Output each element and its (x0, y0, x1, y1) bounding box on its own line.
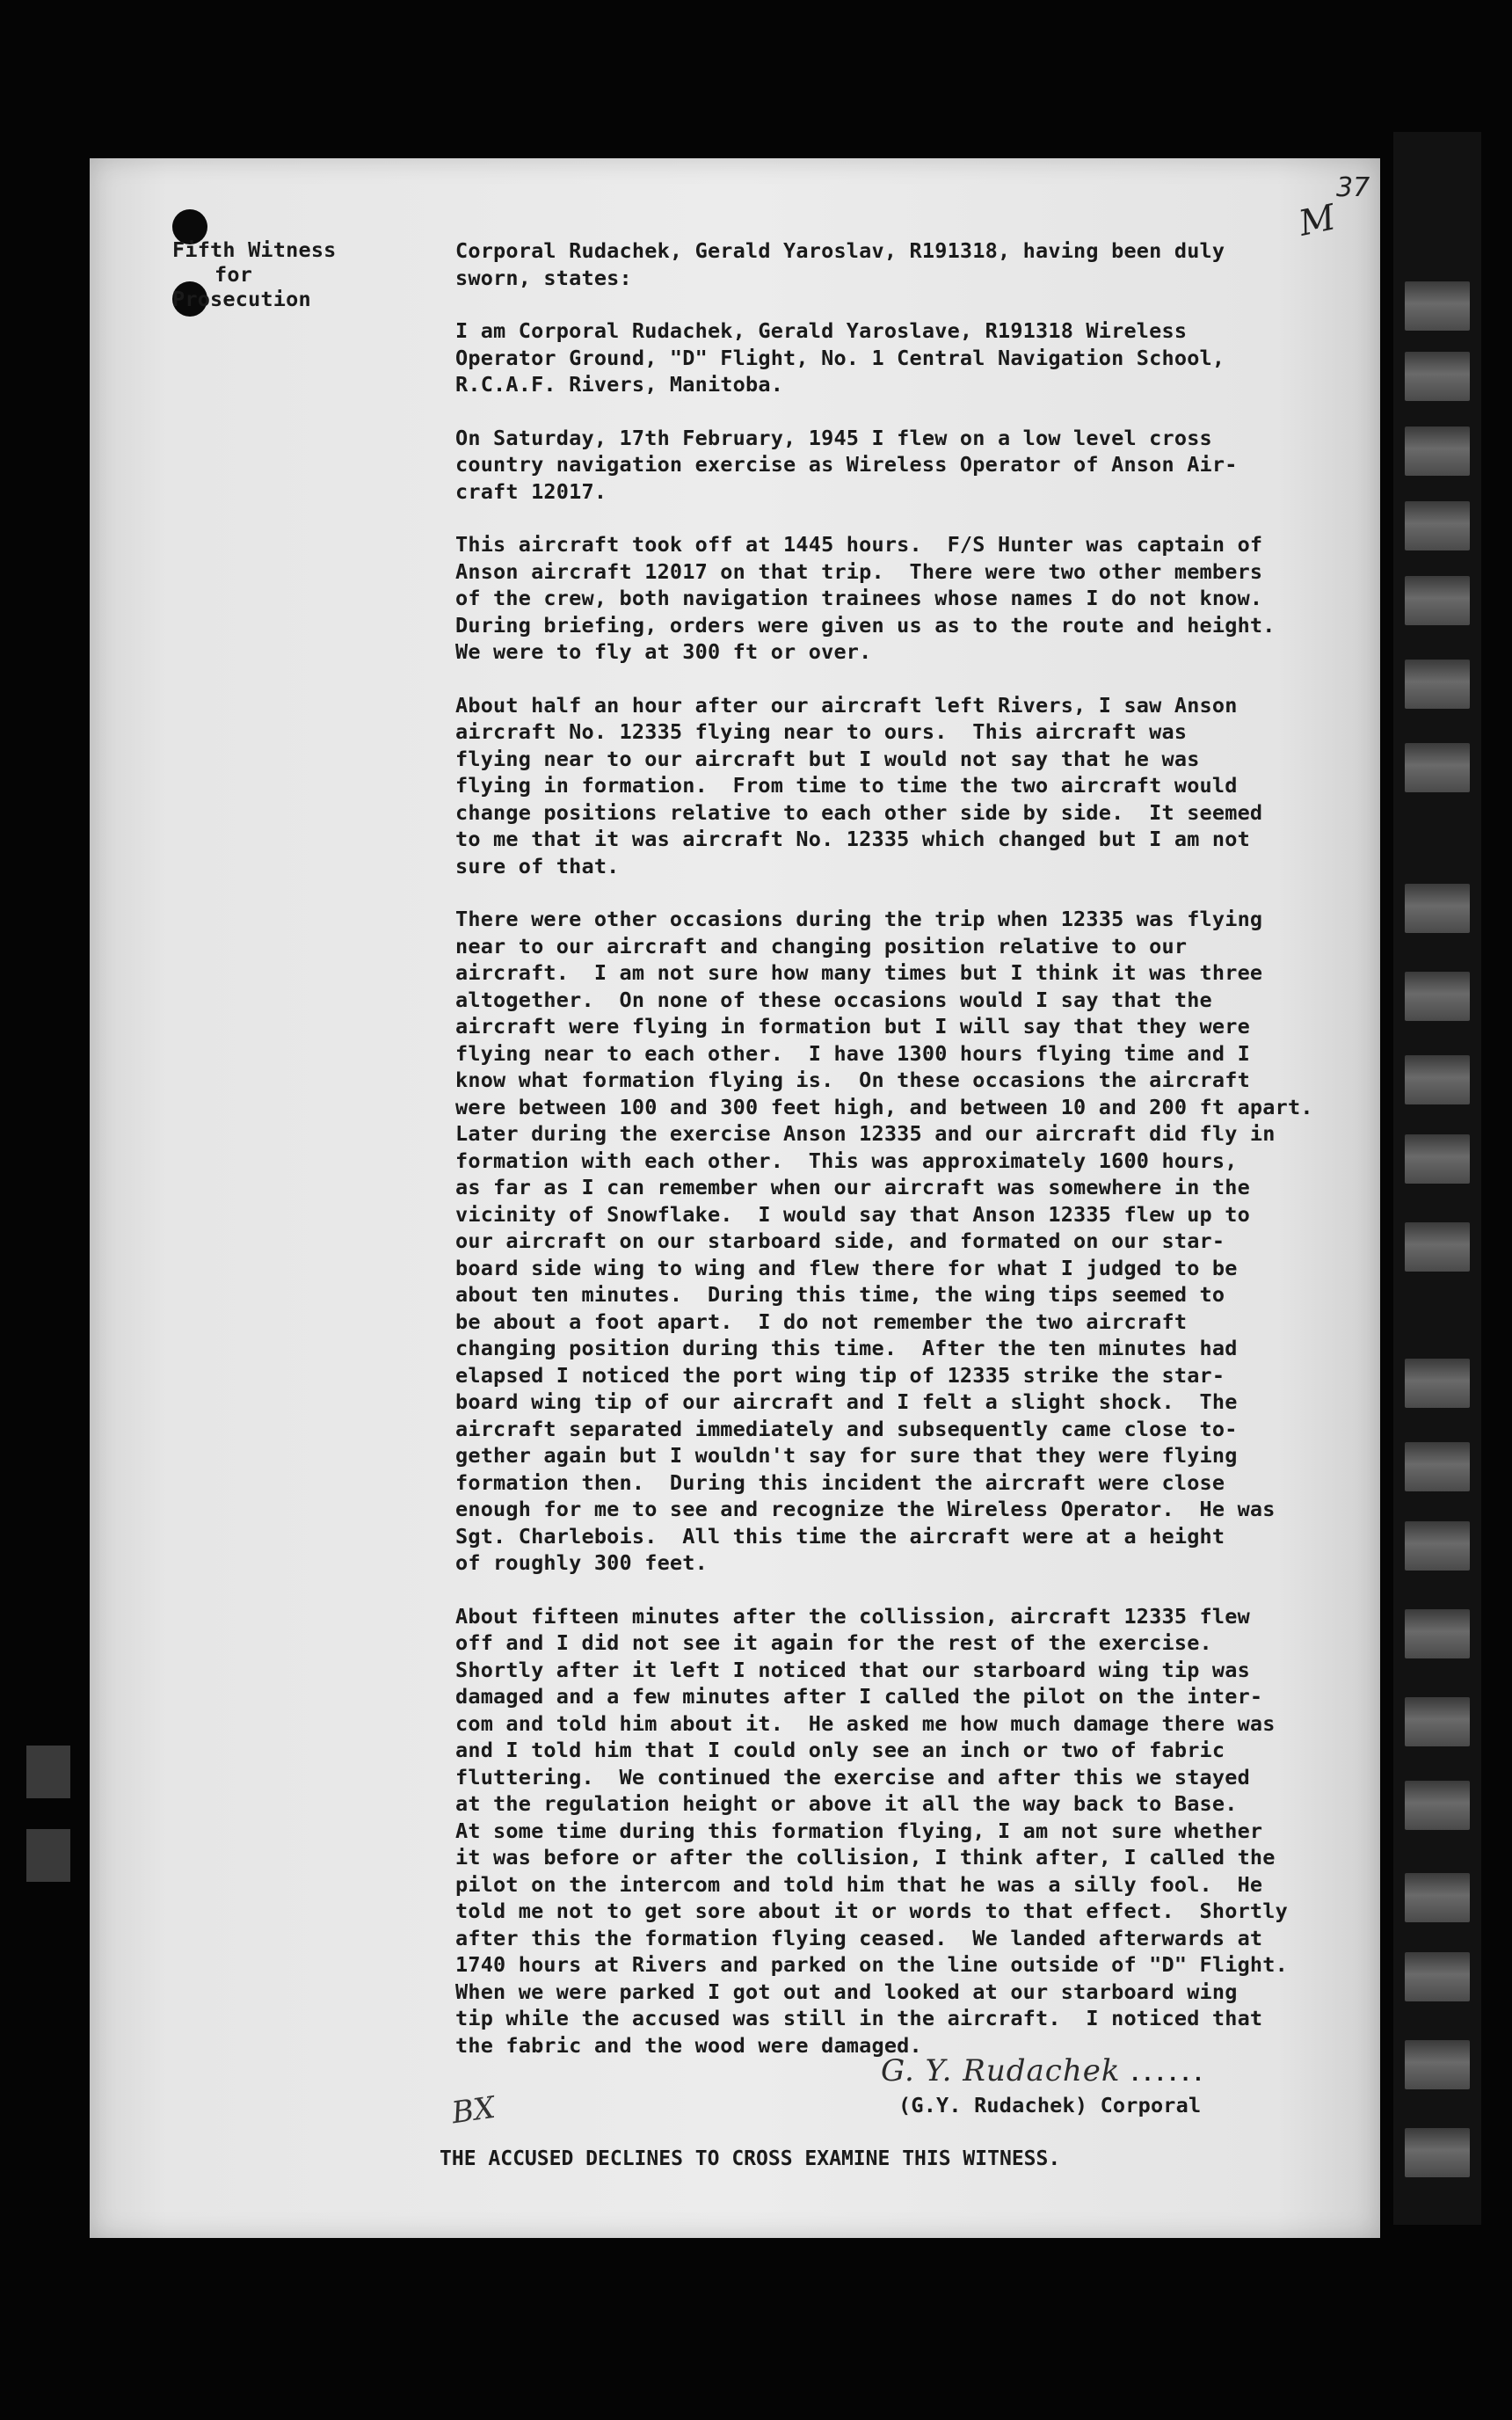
text-line: as far as I can remember when our aircraft was somewhere in the (455, 1175, 1250, 1199)
text-line: about ten minutes. During this time, the wing tips seemed to (455, 1282, 1225, 1307)
text-line: About half an hour after our aircraft left Rivers, I saw Anson (455, 692, 1238, 718)
text-line: We were to fly at 300 ft or over. (455, 639, 872, 664)
film-sprocket (1405, 426, 1470, 476)
text-line: of roughly 300 feet. (455, 1550, 708, 1575)
text-line: craft 12017. (455, 478, 607, 504)
film-sprocket (1405, 1222, 1470, 1272)
text-line: Sgt. Charlebois. All this time the aircraft were at a height (455, 1523, 1225, 1549)
film-sprocket (1405, 281, 1470, 331)
film-edge-mark (26, 1746, 70, 1798)
margin-heading-line: for (214, 262, 253, 287)
text-line: our aircraft on our starboard side, and formated on our star- (455, 1228, 1225, 1253)
film-sprocket (1405, 1697, 1470, 1746)
text-line: changing position during this time. After the ten minutes had (455, 1336, 1238, 1360)
film-sprocket (1405, 1952, 1470, 2001)
text-line: gether again but I wouldn't say for sure that they were flying (455, 1443, 1238, 1468)
text-line: At some time during this formation flying, I am not sure whether (455, 1818, 1263, 1843)
text-line: of the crew, both navigation trainees whose names I do not know. (455, 586, 1263, 610)
text-line: aircraft. I am not sure how many times but I think it was three (455, 960, 1263, 985)
paragraph-identity (455, 317, 1387, 398)
text-line: Later during the exercise Anson 12335 and our aircraft did fly in (455, 1121, 1276, 1146)
film-sprocket (1405, 1873, 1470, 1922)
text-line: vicinity of Snowflake. I would say that Anson 12335 flew up to (455, 1201, 1250, 1227)
signature-dots: ...... (1129, 2061, 1205, 2086)
text-line: change positions relative to each other side by side. It seemed (455, 799, 1263, 825)
text-line: after this the formation flying ceased. We landed afterwards at (455, 1925, 1263, 1950)
film-sprocket (1405, 884, 1470, 933)
text-line: 1740 hours at Rivers and parked on the line outside of "D" Flight. (455, 1952, 1288, 1977)
closing-statement: THE ACCUSED DECLINES TO CROSS EXAMINE THIS WITNESS. (440, 2147, 1061, 2170)
text-line: off and I did not see it again for the rest of the exercise. (455, 1630, 1212, 1655)
film-sprocket (1405, 743, 1470, 792)
text-line: elapsed I noticed the port wing tip of 12335 strike the star- (455, 1362, 1225, 1388)
paragraph-flight-date (455, 425, 1387, 506)
text-line: at the regulation height or above it all the way back to Base. (455, 1791, 1238, 1816)
page-number: 37 (1336, 172, 1370, 203)
text-line: and I told him that I could only see an inch or two of fabric (455, 1738, 1225, 1762)
text-line: enough for me to see and recognize the Wireless Operator. He was (455, 1497, 1276, 1521)
text-line: Shortly after it left I noticed that our starboard wing tip was (455, 1657, 1250, 1682)
text-line: it was before or after the collision, I think after, I called the (455, 1845, 1276, 1870)
text-line: tip while the accused was still in the aircraft. I noticed that (455, 2006, 1263, 2030)
text-line: There were other occasions during the trip when 12335 was flying (455, 907, 1263, 931)
film-sprocket (1405, 1055, 1470, 1104)
film-sprocket (1405, 1442, 1470, 1491)
text-line: fluttering. We continued the exercise and after this we stayed (455, 1764, 1250, 1789)
text-line: formation then. During this incident the aircraft were close (455, 1469, 1225, 1495)
film-sprocket (1405, 2040, 1470, 2089)
film-sprocket (1405, 1781, 1470, 1830)
film-sprocket (1405, 660, 1470, 709)
film-sprocket (1405, 1521, 1470, 1571)
text-line: flying near to each other. I have 1300 hours flying time and I (455, 1040, 1250, 1066)
handwritten-signature: G. Y. Rudachek (881, 2053, 1121, 2088)
paragraph-formation-collision (455, 906, 1387, 1577)
text-line: aircraft separated immediately and subsequently came close to- (455, 1416, 1238, 1441)
text-line: board side wing to wing and flew there for what I judged to be (455, 1255, 1238, 1280)
text-line: to me that it was aircraft No. 12335 which changed but I am not (455, 827, 1250, 851)
text-line: were between 100 and 300 feet high, and between 10 and 200 ft apart. (455, 1094, 1313, 1119)
text-line: sworn, states: (455, 265, 632, 290)
text-line: near to our aircraft and changing position relative to our (455, 933, 1188, 959)
text-line: know what formation flying is. On these occasions the aircraft (455, 1068, 1250, 1092)
film-sprocket (1405, 2128, 1470, 2177)
text-line: During briefing, orders were given us as to the route and height. (455, 612, 1276, 638)
text-line: board wing tip of our aircraft and I felt a slight shock. The (455, 1389, 1238, 1414)
text-line: Corporal Rudachek, Gerald Yaroslav, R191318, having been duly (455, 238, 1225, 263)
text-line: Anson aircraft 12017 on that trip. There were two other members (455, 558, 1263, 584)
film-sprocket (1405, 501, 1470, 550)
text-line: R.C.A.F. Rivers, Manitoba. (455, 372, 784, 397)
opening-statement (455, 237, 1387, 291)
handwritten-initials: BX (449, 2089, 498, 2132)
film-sprocket (1405, 1134, 1470, 1184)
text-line: told me not to get sore about it or words to that effect. Shortly (455, 1899, 1288, 1923)
film-sprocket (1405, 576, 1470, 625)
text-line: On Saturday, 17th February, 1945 I flew on a low level cross (455, 425, 1212, 450)
signature-block (881, 2053, 1356, 2119)
text-line: pilot on the intercom and told him that he was a silly fool. He (455, 1871, 1263, 1897)
text-line: About fifteen minutes after the collission, aircraft 12335 flew (455, 1603, 1250, 1629)
margin-heading-line: Prosecution (172, 287, 311, 311)
text-line: the fabric and the wood were damaged. (455, 2032, 922, 2058)
film-sprocket (1405, 972, 1470, 1021)
testimony-body (455, 237, 1387, 2085)
text-line: When we were parked I got out and looked at our starboard wing (455, 1979, 1238, 2004)
film-sprocket (1405, 1359, 1470, 1408)
text-line: Operator Ground, "D" Flight, No. 1 Central Navigation School, (455, 345, 1225, 370)
paragraph-first-sighting (455, 692, 1387, 880)
text-line: country navigation exercise as Wireless Operator of Anson Air- (455, 452, 1238, 477)
text-line: altogether. On none of these occasions would I say that the (455, 987, 1212, 1012)
paragraph-after-collision (455, 1603, 1387, 2059)
text-line: com and told him about it. He asked me how much damage there was (455, 1710, 1276, 1736)
film-sprocket (1405, 1609, 1470, 1658)
film-sprocket (1405, 352, 1470, 401)
text-line: I am Corporal Rudachek, Gerald Yaroslave, R191318 Wireless (455, 318, 1188, 343)
film-edge-mark (26, 1829, 70, 1882)
paragraph-takeoff (455, 531, 1387, 666)
text-line: formation with each other. This was approximately 1600 hours, (455, 1148, 1238, 1173)
text-line: be about a foot apart. I do not remember the two aircraft (455, 1308, 1188, 1334)
signer-name: (G.Y. Rudachek) Corporal (898, 2093, 1202, 2118)
document-page (90, 158, 1380, 2238)
text-line: aircraft were flying in formation but I will say that they were (455, 1014, 1250, 1039)
text-line: flying in formation. From time to time the two aircraft would (455, 773, 1238, 798)
text-line: sure of that. (455, 853, 620, 878)
margin-heading-line: Fifth Witness (172, 237, 337, 262)
handwritten-initial: M (1295, 197, 1340, 244)
margin-heading (164, 237, 392, 311)
text-line: damaged and a few minutes after I called the pilot on the inter- (455, 1684, 1263, 1709)
text-line: flying near to our aircraft but I would not say that he was (455, 746, 1200, 771)
text-line: aircraft No. 12335 flying near to ours. This aircraft was (455, 719, 1188, 744)
text-line: This aircraft took off at 1445 hours. F/S Hunter was captain of (455, 532, 1263, 557)
